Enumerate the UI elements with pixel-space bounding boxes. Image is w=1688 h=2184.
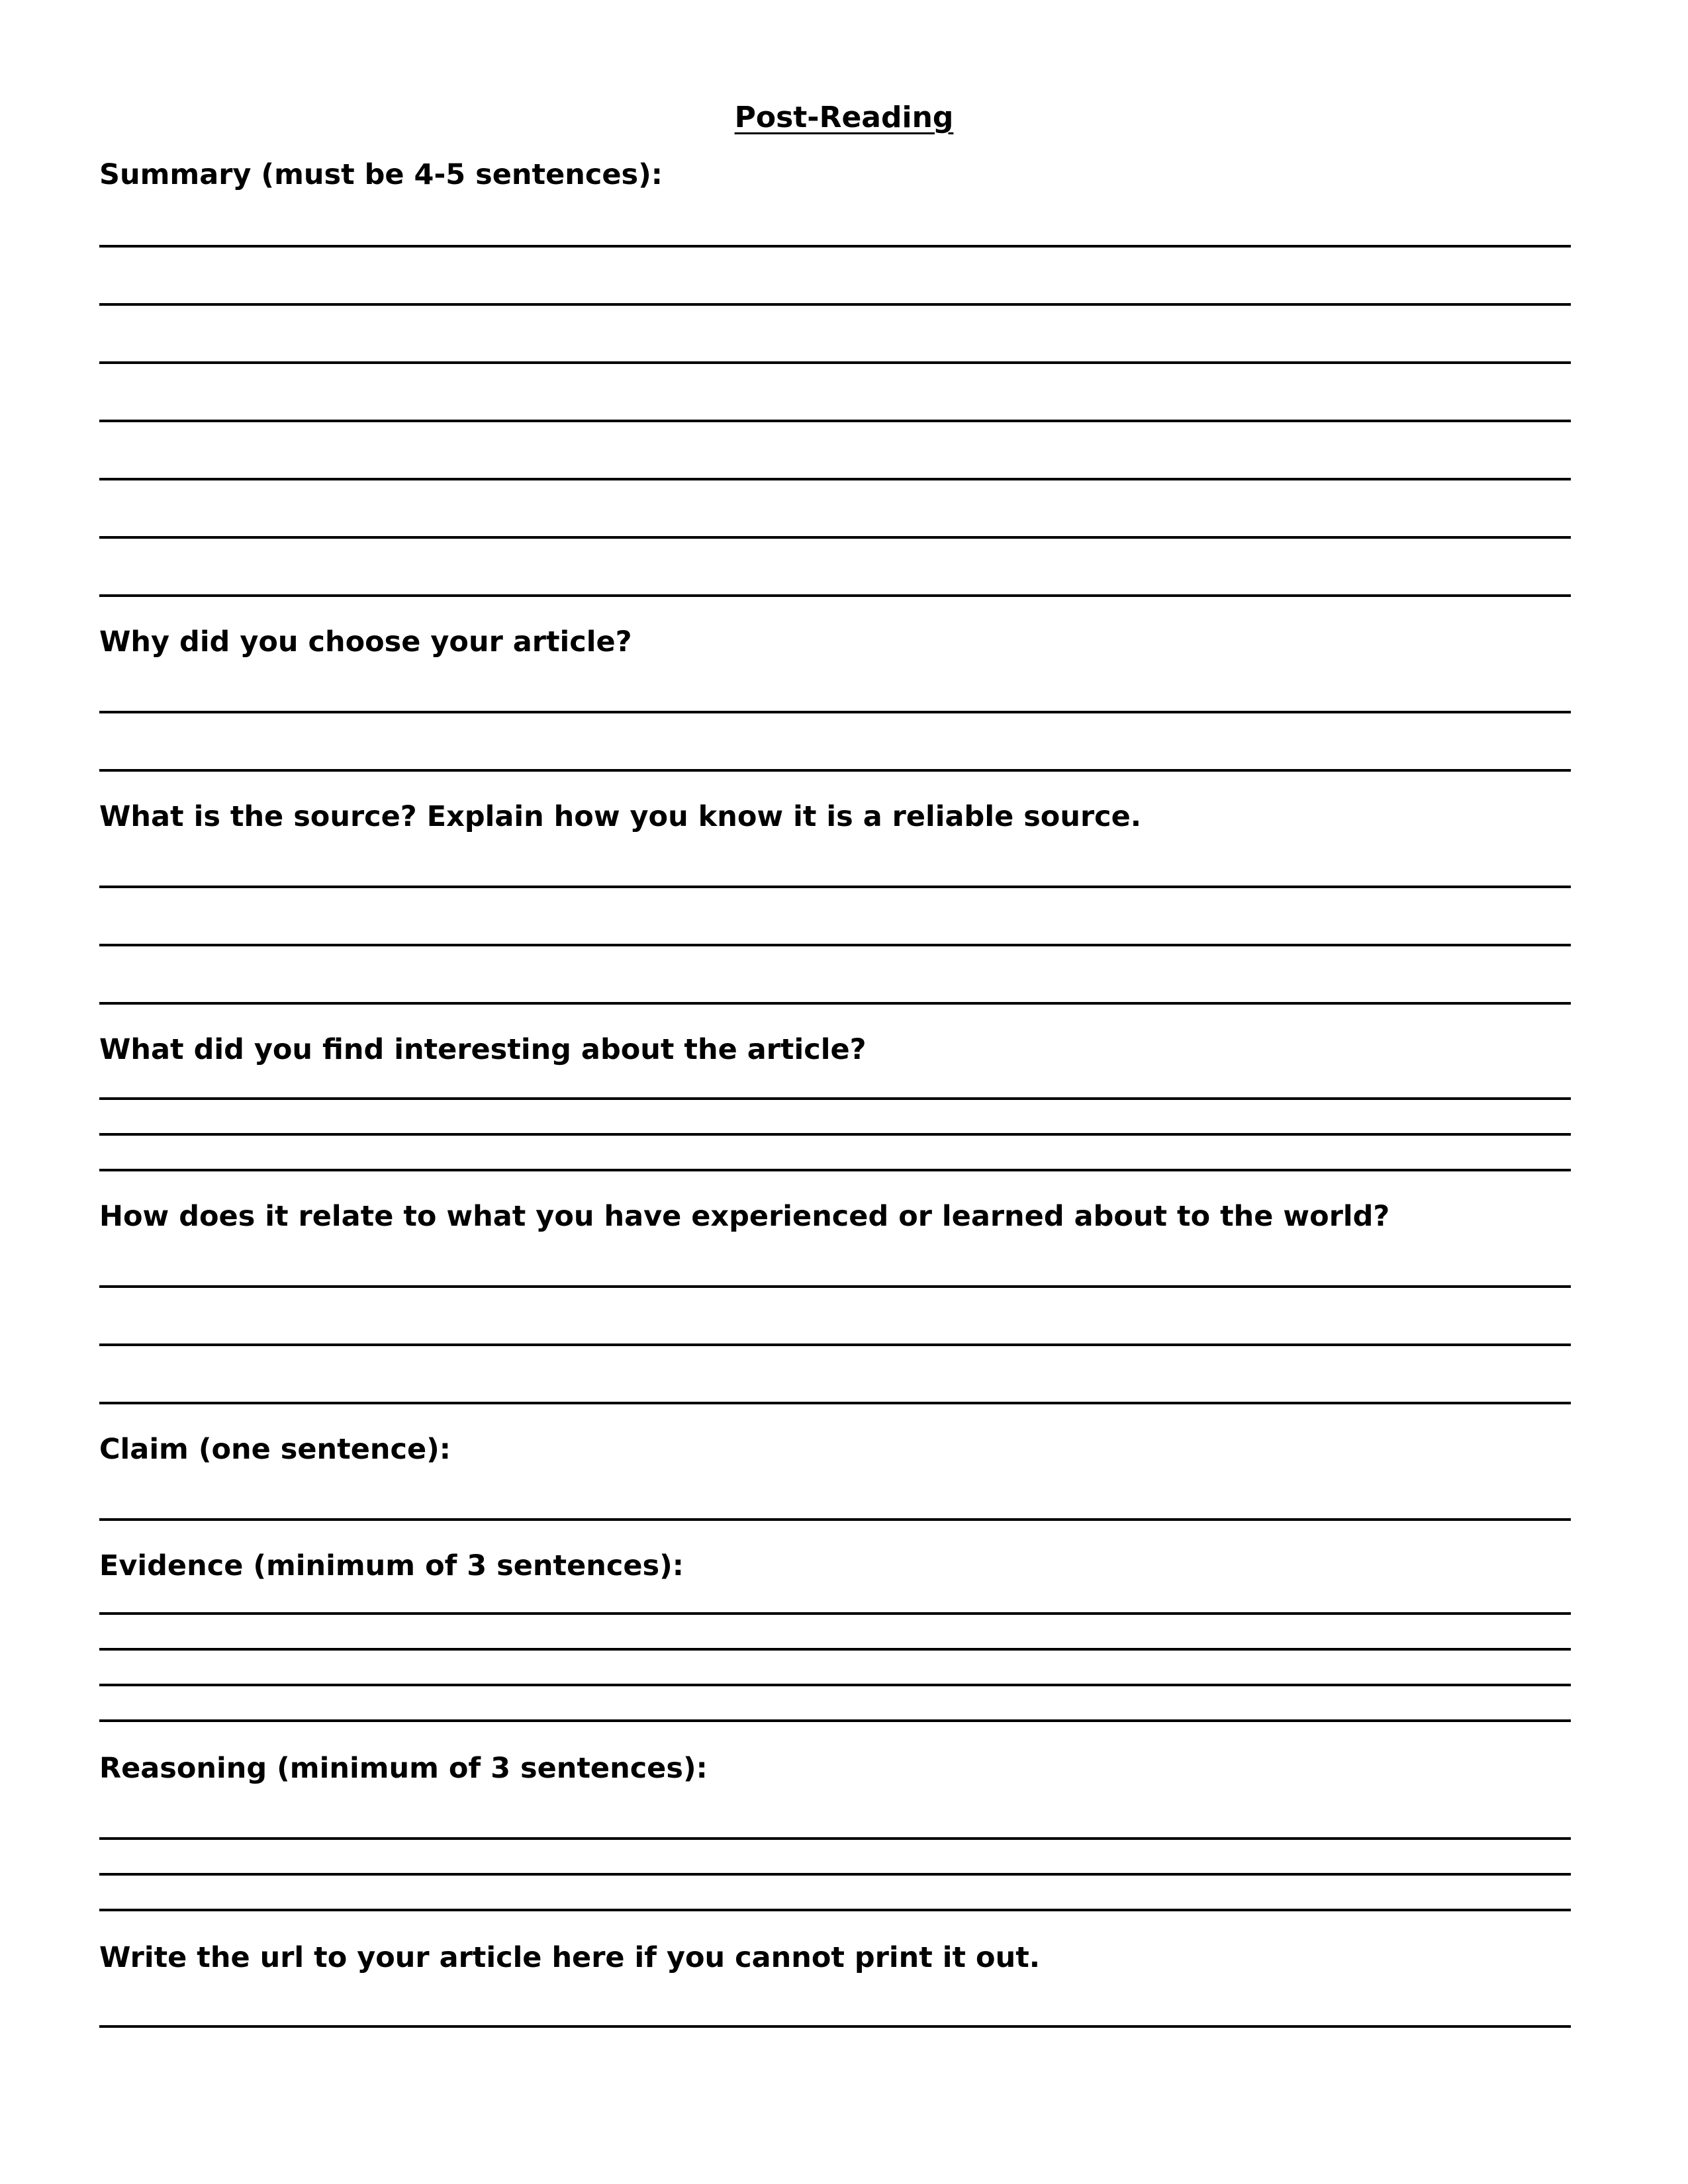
reasoning-prompt: Reasoning (minimum of 3 sentences): (99, 1752, 708, 1785)
source-answer-line[interactable] (99, 886, 1571, 888)
summary-answer-line[interactable] (99, 420, 1571, 422)
relation-answer-line[interactable] (99, 1343, 1571, 1346)
url-prompt: Write the url to your article here if you cannot print it out. (99, 1941, 1041, 1974)
summary-answer-line[interactable] (99, 536, 1571, 539)
url-answer-line[interactable] (99, 2025, 1571, 2028)
choice-reason-answer-line[interactable] (99, 711, 1571, 713)
relation-answer-line[interactable] (99, 1402, 1571, 1404)
evidence-prompt: Evidence (minimum of 3 sentences): (99, 1549, 684, 1582)
evidence-answer-line[interactable] (99, 1648, 1571, 1651)
claim-answer-line[interactable] (99, 1518, 1571, 1521)
evidence-answer-line[interactable] (99, 1612, 1571, 1615)
summary-answer-line[interactable] (99, 245, 1571, 248)
relation-answer-line[interactable] (99, 1285, 1571, 1288)
source-answer-line[interactable] (99, 944, 1571, 946)
evidence-answer-line[interactable] (99, 1684, 1571, 1686)
reasoning-answer-line[interactable] (99, 1909, 1571, 1911)
interesting-answer-line[interactable] (99, 1133, 1571, 1136)
choice-reason-answer-line[interactable] (99, 769, 1571, 772)
reasoning-answer-line[interactable] (99, 1837, 1571, 1840)
interesting-answer-line[interactable] (99, 1097, 1571, 1100)
summary-answer-line[interactable] (99, 361, 1571, 364)
page-title: Post-Reading (734, 101, 954, 134)
claim-prompt: Claim (one sentence): (99, 1433, 451, 1466)
source-answer-line[interactable] (99, 1002, 1571, 1005)
relation-prompt: How does it relate to what you have experienced or learned about to the world? (99, 1200, 1390, 1233)
choice-reason-prompt: Why did you choose your article? (99, 625, 632, 659)
source-prompt: What is the source? Explain how you know it is a reliable source. (99, 800, 1142, 833)
summary-answer-line[interactable] (99, 478, 1571, 480)
summary-prompt: Summary (must be 4-5 sentences): (99, 158, 663, 191)
summary-answer-line[interactable] (99, 594, 1571, 597)
summary-answer-line[interactable] (99, 303, 1571, 306)
interesting-prompt: What did you find interesting about the article? (99, 1033, 867, 1066)
evidence-answer-line[interactable] (99, 1719, 1571, 1722)
reasoning-answer-line[interactable] (99, 1873, 1571, 1876)
interesting-answer-line[interactable] (99, 1169, 1571, 1171)
